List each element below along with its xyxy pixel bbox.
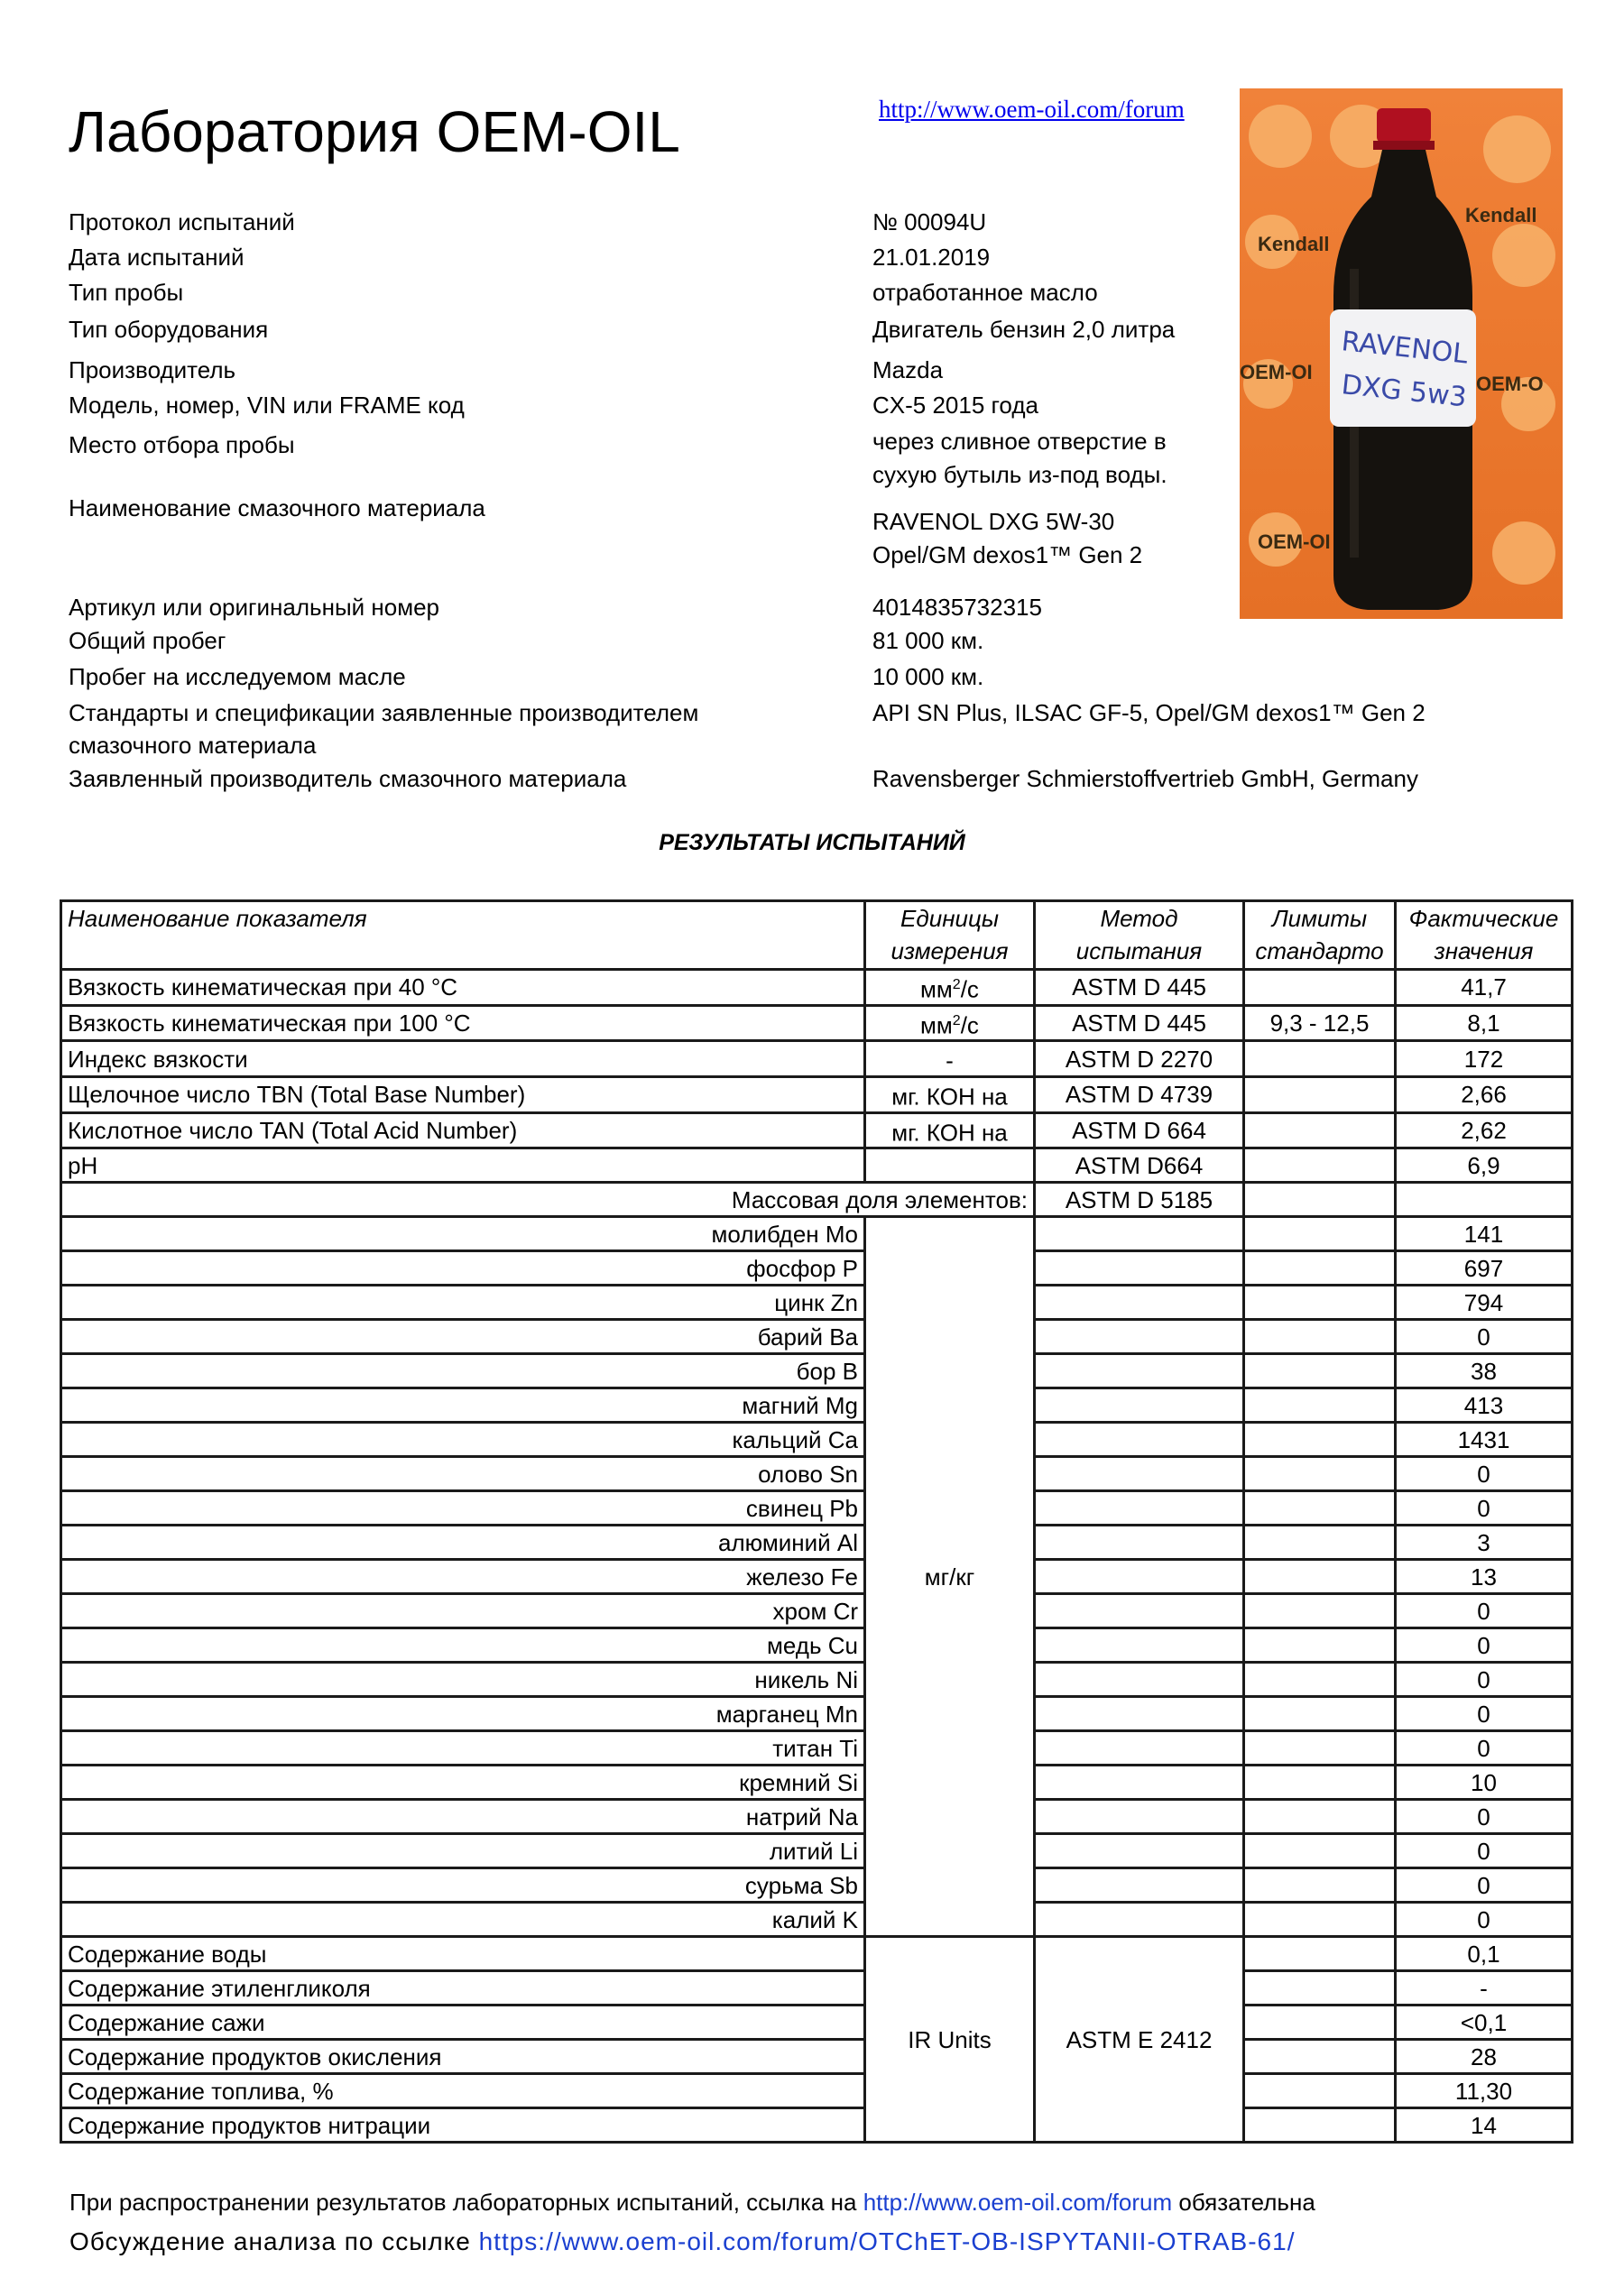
- info-value: CX-5 2015 года: [872, 392, 1038, 419]
- info-value: 4014835732315: [872, 594, 1042, 621]
- element-row: [61, 1868, 1573, 1903]
- header-actual: Фактические значения: [1396, 901, 1573, 970]
- element-name: кальций Ca: [61, 1423, 865, 1457]
- value-cell: 3: [1396, 1526, 1573, 1560]
- element-row: [61, 1423, 1573, 1457]
- element-row: [61, 1697, 1573, 1731]
- element-name: железо Fe: [61, 1560, 865, 1594]
- limit-cell: [1244, 1112, 1396, 1148]
- indicator-name: Вязкость кинематическая при 40 °С: [61, 970, 865, 1006]
- info-label: Производитель: [69, 356, 236, 383]
- header-units: Единицы измерения: [865, 901, 1035, 970]
- element-name: литий Li: [61, 1834, 865, 1868]
- unit-text: -: [946, 1047, 954, 1074]
- indicator-name: Щелочное число TBN (Total Base Number): [61, 1076, 865, 1112]
- limit-cell: [1244, 970, 1396, 1006]
- info-label: Стандарты и спецификации заявленные производителем: [69, 699, 699, 726]
- element-name: молибден Mo: [61, 1217, 865, 1251]
- indicator-name: Содержание воды: [61, 1937, 865, 1971]
- limit-cell: [1244, 1388, 1396, 1423]
- limit-cell: [1244, 1148, 1396, 1183]
- method-cell: ASTM D 664: [1035, 1112, 1244, 1148]
- method-cell: ASTM D 2270: [1035, 1041, 1244, 1077]
- method-cell: ASTM D 445: [1035, 1005, 1244, 1041]
- element-name: никель Ni: [61, 1663, 865, 1697]
- element-row: [61, 1526, 1573, 1560]
- limit-cell: [1244, 1868, 1396, 1903]
- element-name: калий K: [61, 1903, 865, 1937]
- info-value: № 00094U: [872, 208, 987, 235]
- value-cell: 0: [1396, 1697, 1573, 1731]
- element-row: [61, 1731, 1573, 1766]
- limit-cell: [1244, 1560, 1396, 1594]
- value-cell: -: [1396, 1971, 1573, 2006]
- info-value: 10 000 км.: [872, 663, 984, 690]
- svg-text:RAVENOL: RAVENOL: [1340, 326, 1470, 371]
- elements-header: Массовая доля элементов:: [61, 1183, 1035, 1217]
- value-cell: 6,9: [1396, 1148, 1573, 1183]
- unit-tail: /с: [960, 975, 979, 1003]
- method-cell: ASTM D 445: [1035, 970, 1244, 1006]
- value-cell: 794: [1396, 1286, 1573, 1320]
- value-cell: 0: [1396, 1731, 1573, 1766]
- limit-cell: [1244, 1526, 1396, 1560]
- unit-text: мм: [920, 975, 953, 1003]
- header-name: Наименование показателя: [61, 901, 865, 970]
- elements-unit-cell: мг/кг: [865, 1217, 1035, 1937]
- element-row: [61, 1491, 1573, 1526]
- element-row: [61, 1834, 1573, 1868]
- value-cell: 28: [1396, 2040, 1573, 2074]
- limit-cell: [1244, 1971, 1396, 2006]
- element-row: [61, 1388, 1573, 1423]
- info-label: Наименование смазочного материала: [69, 494, 485, 521]
- element-row: [61, 1628, 1573, 1663]
- ir-row: [61, 2074, 1573, 2108]
- element-name: хром Cr: [61, 1594, 865, 1628]
- limit-cell: [1244, 1663, 1396, 1697]
- limit-cell: [1244, 1354, 1396, 1388]
- method-cell: [1035, 1320, 1244, 1354]
- value-cell: 13: [1396, 1560, 1573, 1594]
- elements-header-row: [61, 1183, 1573, 1217]
- limit-cell: [1244, 1800, 1396, 1834]
- ir-row: [61, 1971, 1573, 2006]
- element-row: [61, 1560, 1573, 1594]
- info-value: Ravensberger Schmierstoffvertrieb GmbH, Germany: [872, 765, 1418, 792]
- limit-cell: [1244, 1628, 1396, 1663]
- element-name: фосфор P: [61, 1251, 865, 1286]
- photo-brand-text: OEM-OI: [1240, 361, 1313, 383]
- limit-cell: [1244, 1320, 1396, 1354]
- info-label: Протокол испытаний: [69, 208, 295, 235]
- limit-cell: [1244, 1491, 1396, 1526]
- element-name: сурьма Sb: [61, 1868, 865, 1903]
- info-value: API SN Plus, ILSAC GF-5, Opel/GM dexos1™ Gen 2: [872, 699, 1426, 726]
- svg-text:DXG 5w3: DXG 5w3: [1340, 369, 1469, 414]
- limit-cell: [1244, 1286, 1396, 1320]
- value-cell: 0: [1396, 1663, 1573, 1697]
- oil-bottle-photo: [1240, 88, 1563, 619]
- info-label: Модель, номер, VIN или FRAME код: [69, 392, 465, 419]
- method-cell: [1035, 1834, 1244, 1868]
- value-cell: 697: [1396, 1251, 1573, 1286]
- element-name: алюминий Al: [61, 1526, 865, 1560]
- method-cell: [1035, 1628, 1244, 1663]
- method-cell: [1035, 1697, 1244, 1731]
- ir-row: [61, 2040, 1573, 2074]
- method-cell: [1035, 1560, 1244, 1594]
- table-row: [61, 970, 1573, 1006]
- indicator-name: pH: [61, 1148, 865, 1183]
- indicator-name: Содержание сажи: [61, 2006, 865, 2040]
- value-cell: 141: [1396, 1217, 1573, 1251]
- value-cell: 0: [1396, 1320, 1573, 1354]
- unit-cell: [865, 1041, 1035, 1077]
- limit-cell: [1244, 2006, 1396, 2040]
- element-row: [61, 1251, 1573, 1286]
- indicator-name: Содержание продуктов нитрации: [61, 2108, 865, 2143]
- info-label: Место отбора пробы: [69, 431, 295, 458]
- method-cell: [1035, 1423, 1244, 1457]
- value-cell: 0: [1396, 1457, 1573, 1491]
- unit-superscript: 2: [952, 1012, 961, 1028]
- element-name: марганец Mn: [61, 1697, 865, 1731]
- limit-cell: [1244, 1041, 1396, 1077]
- results-title: РЕЗУЛЬТАТЫ ИСПЫТАНИЙ: [659, 830, 965, 855]
- value-cell: 0: [1396, 1800, 1573, 1834]
- value-cell: 413: [1396, 1388, 1573, 1423]
- value-cell: 0: [1396, 1491, 1573, 1526]
- value-cell: 0: [1396, 1594, 1573, 1628]
- limit-cell: [1244, 1076, 1396, 1112]
- indicator-name: Содержание топлива, %: [61, 2074, 865, 2108]
- indicator-name: Кислотное число TAN (Total Acid Number): [61, 1112, 865, 1148]
- limit-cell: [1244, 1217, 1396, 1251]
- info-value: 81 000 км.: [872, 627, 984, 654]
- limit-cell: [1244, 1457, 1396, 1491]
- value-cell: [1396, 1183, 1573, 1217]
- ir-method-cell: ASTM E 2412: [1035, 1937, 1244, 2143]
- element-row: [61, 1766, 1573, 1800]
- element-name: магний Mg: [61, 1388, 865, 1423]
- value-cell: 38: [1396, 1354, 1573, 1388]
- unit-cell: [865, 1005, 1035, 1041]
- method-cell: [1035, 1457, 1244, 1491]
- method-cell: [1035, 1526, 1244, 1560]
- info-value: Mazda: [872, 356, 944, 383]
- value-cell: 0: [1396, 1903, 1573, 1937]
- info-label: Заявленный производитель смазочного материала: [69, 765, 627, 792]
- limit-cell: [1244, 1937, 1396, 1971]
- method-cell: [1035, 1800, 1244, 1834]
- ir-unit-cell: IR Units: [865, 1937, 1035, 2143]
- element-row: [61, 1594, 1573, 1628]
- limit-cell: [1244, 1731, 1396, 1766]
- value-cell: 11,30: [1396, 2074, 1573, 2108]
- discussion-link[interactable]: https://www.oem-oil.com/forum/OTChET-OB-ISPYTANII-OTRAB-61/: [478, 2227, 1296, 2255]
- element-name: титан Ti: [61, 1731, 865, 1766]
- value-cell: 172: [1396, 1041, 1573, 1077]
- limit-cell: [1244, 1183, 1396, 1217]
- value-cell: 14: [1396, 2108, 1573, 2143]
- method-cell: ASTM D 5185: [1035, 1183, 1244, 1217]
- unit-superscript: 2: [952, 977, 961, 992]
- element-name: олово Sn: [61, 1457, 865, 1491]
- element-row: [61, 1457, 1573, 1491]
- info-value: 21.01.2019: [872, 244, 991, 271]
- info-label: Тип пробы: [69, 279, 184, 306]
- table-row: [61, 1076, 1573, 1112]
- unit-cell: [865, 970, 1035, 1006]
- value-cell: 2,66: [1396, 1076, 1573, 1112]
- method-cell: ASTM D 4739: [1035, 1076, 1244, 1112]
- element-row: [61, 1663, 1573, 1697]
- method-cell: [1035, 1388, 1244, 1423]
- element-row: [61, 1903, 1573, 1937]
- element-name: кремний Si: [61, 1766, 865, 1800]
- value-cell: 0: [1396, 1834, 1573, 1868]
- indicator-name: Содержание продуктов окисления: [61, 2040, 865, 2074]
- value-cell: 0: [1396, 1628, 1573, 1663]
- ir-row: [61, 1937, 1573, 1971]
- value-cell: 41,7: [1396, 970, 1573, 1006]
- indicator-name: Вязкость кинематическая при 100 °С: [61, 1005, 865, 1041]
- indicator-name: Содержание этиленгликоля: [61, 1971, 865, 2006]
- info-value-line2: Opel/GM dexos1™ Gen 2: [872, 541, 1143, 568]
- table-row: [61, 1005, 1573, 1041]
- limit-cell: [1244, 1423, 1396, 1457]
- element-row: [61, 1286, 1573, 1320]
- method-cell: [1035, 1903, 1244, 1937]
- photo-brand-text: Kendall: [1258, 233, 1330, 255]
- element-name: свинец Pb: [61, 1491, 865, 1526]
- unit-text: мг. КОН на: [891, 1083, 1008, 1111]
- info-value: Двигатель бензин 2,0 литра: [872, 316, 1176, 343]
- element-name: цинк Zn: [61, 1286, 865, 1320]
- limit-cell: [1244, 1594, 1396, 1628]
- method-cell: [1035, 1594, 1244, 1628]
- element-row: [61, 1354, 1573, 1388]
- results-table: [60, 899, 1573, 2144]
- value-cell: <0,1: [1396, 2006, 1573, 2040]
- method-cell: [1035, 1286, 1244, 1320]
- indicator-name: Индекс вязкости: [61, 1041, 865, 1077]
- element-row: [61, 1800, 1573, 1834]
- method-cell: ASTM D664: [1035, 1148, 1244, 1183]
- unit-cell: [865, 1112, 1035, 1148]
- info-label: Пробег на исследуемом масле: [69, 663, 406, 690]
- method-cell: [1035, 1766, 1244, 1800]
- unit-cell: [865, 1148, 1035, 1183]
- limit-cell: [1244, 2074, 1396, 2108]
- limit-cell: [1244, 1766, 1396, 1800]
- header-method: Метод испытания: [1035, 901, 1244, 970]
- info-label-line2: смазочного материала: [69, 732, 317, 759]
- header-limits: Лимиты стандарто: [1244, 901, 1396, 970]
- method-cell: [1035, 1354, 1244, 1388]
- photo-brand-text: OEM-O: [1476, 373, 1544, 395]
- info-label: Тип оборудования: [69, 316, 269, 343]
- limit-cell: [1244, 1903, 1396, 1937]
- oil-bottle-icon: [1240, 88, 1563, 619]
- limit-cell: [1244, 2108, 1396, 2143]
- method-cell: [1035, 1251, 1244, 1286]
- element-name: бор B: [61, 1354, 865, 1388]
- limit-cell: [1244, 1251, 1396, 1286]
- info-value-line2: сухую бутыль из-под воды.: [872, 461, 1167, 488]
- element-name: барий Ba: [61, 1320, 865, 1354]
- value-cell: 8,1: [1396, 1005, 1573, 1041]
- value-cell: 0: [1396, 1868, 1573, 1903]
- table-header-row: [61, 901, 1573, 970]
- method-cell: [1035, 1868, 1244, 1903]
- info-value: через сливное отверстие в: [872, 428, 1167, 455]
- photo-brand-text: OEM-OI: [1258, 530, 1331, 553]
- unit-text: мг. КОН на: [891, 1119, 1008, 1147]
- method-cell: [1035, 1731, 1244, 1766]
- unit-tail: /с: [960, 1011, 979, 1039]
- method-cell: [1035, 1491, 1244, 1526]
- info-label: Артикул или оригинальный номер: [69, 594, 439, 621]
- value-cell: 2,62: [1396, 1112, 1573, 1148]
- element-name: медь Cu: [61, 1628, 865, 1663]
- limit-cell: 9,3 - 12,5: [1244, 1005, 1396, 1041]
- method-cell: [1035, 1217, 1244, 1251]
- page-title: Лаборатория OEM-OIL: [69, 99, 680, 164]
- discussion-line: Обсуждение анализа по ссылке https://www.oem-oil.com/forum/OTChET-OB-ISPYTANII-OTRAB-61/: [69, 2227, 1296, 2255]
- info-label: Общий пробег: [69, 627, 226, 654]
- value-cell: 0,1: [1396, 1937, 1573, 1971]
- element-name: натрий Na: [61, 1800, 865, 1834]
- photo-brand-text: Kendall: [1465, 204, 1537, 226]
- info-value: отработанное масло: [872, 279, 1098, 306]
- forum-link[interactable]: http://www.oem-oil.com/forum: [879, 96, 1185, 123]
- notice-forum-link[interactable]: http://www.oem-oil.com/forum: [863, 2189, 1173, 2216]
- method-cell: [1035, 1663, 1244, 1697]
- limit-cell: [1244, 2040, 1396, 2074]
- element-row: [61, 1320, 1573, 1354]
- value-cell: 1431: [1396, 1423, 1573, 1457]
- table-row: [61, 1041, 1573, 1077]
- info-label: Дата испытаний: [69, 244, 245, 271]
- unit-cell: [865, 1076, 1035, 1112]
- table-row: [61, 1148, 1573, 1183]
- distribution-notice: При распространении результатов лабораторных испытаний, ссылка на http://www.oem-oil.com/forum обязательна: [69, 2189, 1315, 2216]
- element-row: [61, 1217, 1573, 1251]
- limit-cell: [1244, 1834, 1396, 1868]
- ir-row: [61, 2006, 1573, 2040]
- unit-text: мм: [920, 1011, 953, 1039]
- info-value: RAVENOL DXG 5W-30: [872, 508, 1115, 535]
- ir-row: [61, 2108, 1573, 2143]
- value-cell: 10: [1396, 1766, 1573, 1800]
- limit-cell: [1244, 1697, 1396, 1731]
- table-row: [61, 1112, 1573, 1148]
